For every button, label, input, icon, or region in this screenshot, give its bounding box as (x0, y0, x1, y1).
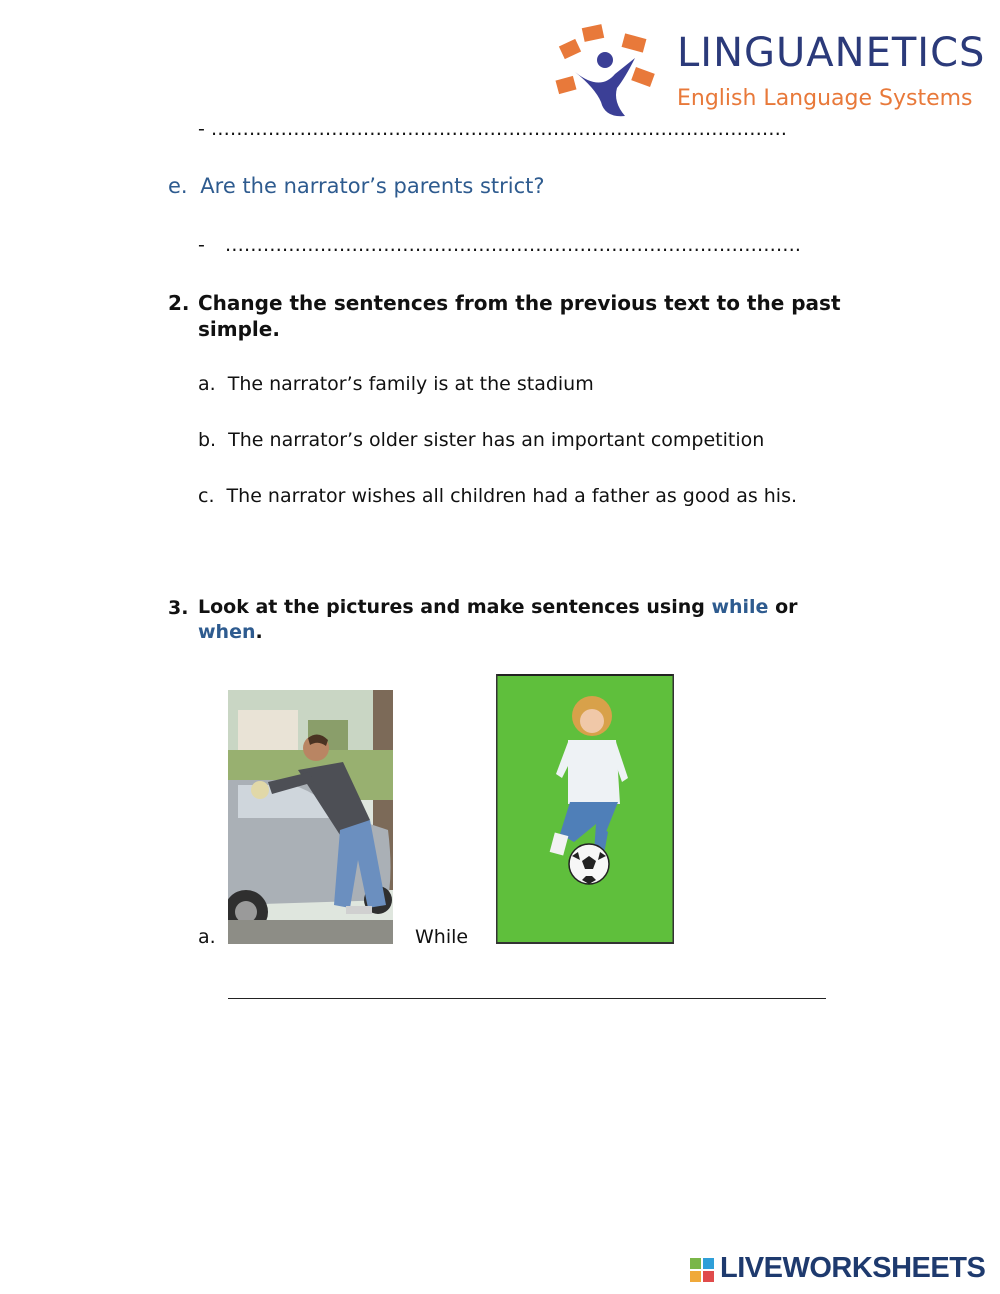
question-2-number: 2. (168, 291, 190, 315)
question-e-dash: - (198, 234, 205, 256)
question-e-dots: ………………………………………………………………………………. (224, 234, 801, 256)
keyword-while: while (711, 596, 769, 618)
logo-title: LINGUANETICS (677, 30, 986, 76)
question-3-item-a-word: While (415, 926, 469, 948)
question-3-item-a-letter: a. (198, 926, 216, 948)
item-letter: b. (198, 429, 217, 451)
liveworksheets-text: LIVEWORKSHEETS (720, 1252, 986, 1284)
question-2-line2: simple. (198, 317, 280, 341)
question-2-line1: Change the sentences from the previous text to the past (198, 291, 841, 315)
item-text: The narrator’s older sister has an important competition (228, 429, 765, 451)
item-text: The narrator’s family is at the stadium (227, 373, 594, 395)
answer-line[interactable] (228, 998, 826, 999)
linguanetics-logo-icon (555, 22, 660, 122)
question-e (168, 174, 545, 198)
question-e-answer-line[interactable] (198, 234, 801, 256)
item-letter: a. (198, 373, 216, 395)
item-text: The narrator wishes all children had a father as good as his. (226, 485, 798, 507)
prev-answer-line[interactable] (198, 118, 787, 140)
liveworksheets-brand (690, 1252, 990, 1286)
question-3-text: Look at the pictures and make sentences using (198, 596, 712, 618)
question-e-text: Are the narrator’s parents strict? (200, 174, 545, 198)
question-3-period: . (255, 621, 263, 643)
question-3-number: 3. (168, 597, 189, 619)
question-2-item-a (198, 373, 594, 395)
question-2-item-b (198, 429, 764, 451)
question-3-heading (198, 595, 878, 645)
question-2-heading (198, 290, 878, 342)
question-e-letter: e. (168, 174, 188, 198)
linguanetics-logo (555, 22, 986, 122)
photo-man-washing-car (228, 690, 393, 944)
liveworksheets-logo-icon (690, 1258, 714, 1282)
item-letter: c. (198, 485, 215, 507)
question-2-item-c (198, 485, 797, 507)
logo-subtitle: English Language Systems (677, 86, 973, 111)
photo-boy-playing-football (496, 674, 674, 944)
question-3-or: or (768, 596, 798, 618)
keyword-when: when (198, 621, 256, 643)
prev-answer-dots: ………………………………………………………………………………. (210, 118, 787, 140)
prev-answer-dash: - (198, 118, 205, 140)
